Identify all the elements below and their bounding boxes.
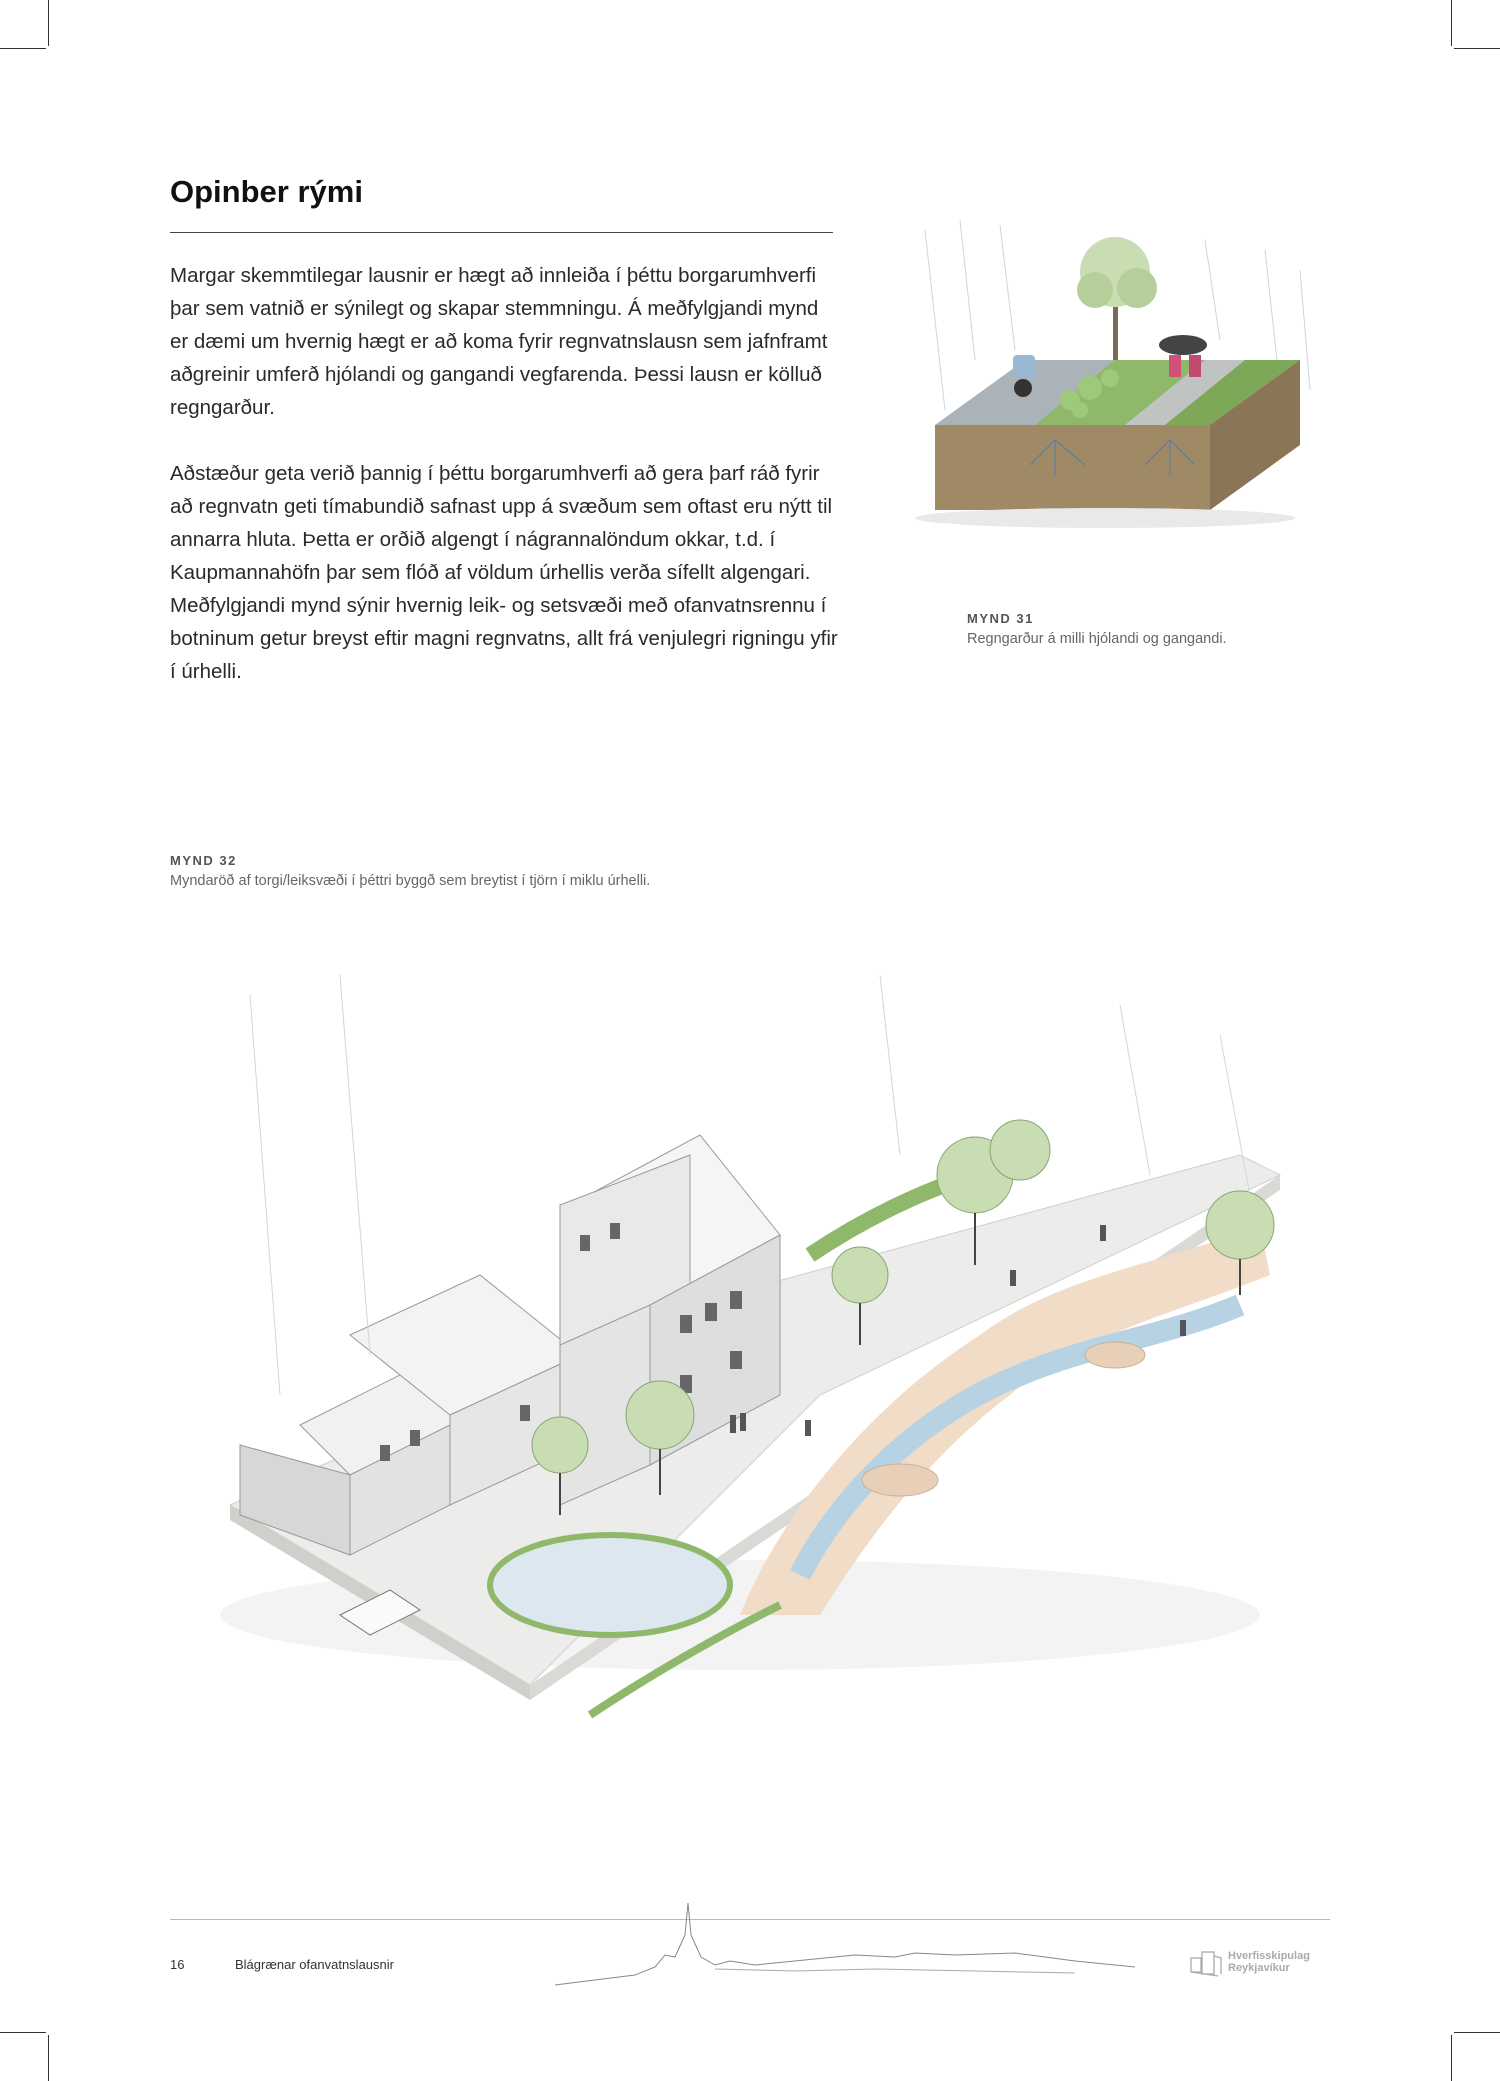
logo-line-1: Hverfisskipulag [1228, 1950, 1310, 1962]
skyline-line-art [555, 1895, 1135, 1990]
crop-mark [1451, 2035, 1452, 2081]
crop-mark [48, 2035, 49, 2081]
crop-mark [1454, 2032, 1500, 2033]
crop-mark [1451, 0, 1452, 46]
page-title: Opinber rými [170, 174, 363, 209]
page-number: 16 [170, 1957, 185, 1972]
crop-mark [48, 0, 49, 46]
figure-31-text: Regngarður á milli hjólandi og gangandi. [967, 631, 1227, 647]
hverfisskipulag-logo [1188, 1946, 1338, 1982]
title-divider [170, 232, 833, 233]
figure-32-caption [170, 850, 650, 892]
logo-wordmark [1228, 1950, 1310, 1974]
body-paragraph-2: Aðstæður geta verið þannig í þéttu borgarumhverfi að gera þarf ráð fyrir að regnvatn geti tímabundið safnast upp á svæðum sem oftast eru nýtt til annarra hluta. Þetta er orðið algengt í nágrannalöndum okkar, t.d. í Kaupmannahöfn þar sem flóð af völdum úrhellis verða sífellt algengari. Meðfylgjandi mynd sýnir hvernig leik- og setsvæði með ofanvatnsrennu í botninum getur breyst eftir magni regnvatns, allt frá venjulegri rigningu yfir í úrhelli. [170, 462, 838, 683]
crop-mark [0, 2032, 46, 2033]
crop-mark [0, 48, 46, 49]
figure-32-label: MYND 32 [170, 853, 237, 868]
plaza-illustration [220, 975, 1300, 1755]
figure-32-text: Myndaröð af torgi/leiksvæði í þéttri byggð sem breytist í tjörn í miklu úrhelli. [170, 873, 651, 889]
figure-31-caption [967, 608, 1227, 650]
footer-document-title: Blágrænar ofanvatnslausnir [235, 1957, 394, 1972]
rain-garden-illustration [905, 210, 1335, 550]
logo-line-2: Reykjavíkur [1228, 1962, 1290, 1974]
figure-31-label: MYND 31 [967, 611, 1034, 626]
crop-mark [1454, 48, 1500, 49]
logo-mark-icon [1188, 1946, 1224, 1980]
body-paragraph-1: Margar skemmtilegar lausnir er hægt að innleiða í þéttu borgarumhverfi þar sem vatnið er sýnilegt og skapar stemmningu. Á meðfylgjandi mynd er dæmi um hvernig hægt er að koma fyrir regnvatnslausn sem jafnframt aðgreinir umferð hjólandi og gangandi vegfarenda. Þessi lausn er kölluð regngarður. [170, 264, 828, 419]
